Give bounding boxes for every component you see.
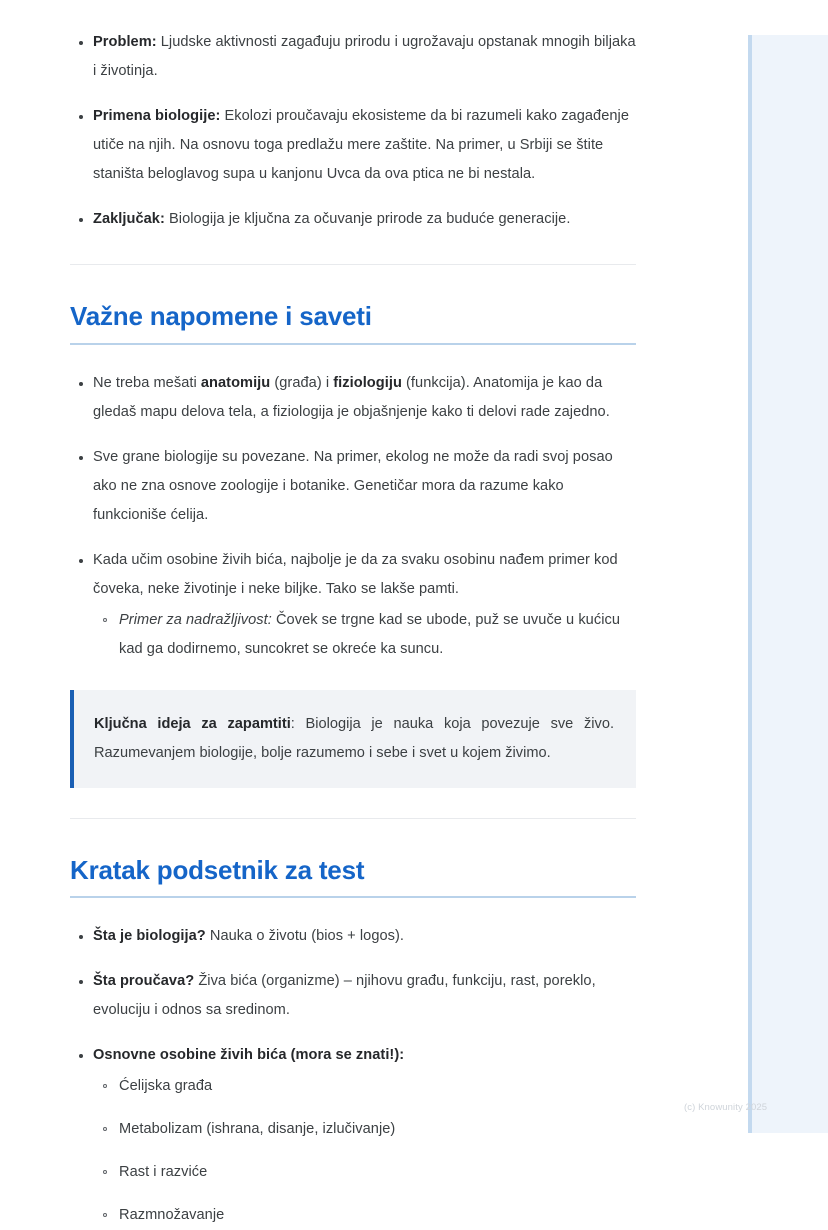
list-item-text: Nauka o životu (bios + logos). [205,928,405,945]
notes-sublist [93,606,636,664]
list-item-emphasis-anatomy: anatomiju [200,374,271,391]
list-item [93,1201,636,1230]
list-item [93,1158,636,1187]
notes-list [70,369,636,664]
intro-list [70,28,636,234]
list-item [93,1072,636,1101]
list-item [70,1041,636,1230]
list-item-text-post: (funkcija). Anatomija je kao da gledaš mapu delova tela, a fiziologija je objašnjenje kako ti delovi rade zajedno. [93,374,610,420]
callout-text: : Biologija je nauka koja povezuje sve živo. Razumevanjem biologije, bolje razumemo i sebe i svet u kojem živimo. [94,715,614,761]
list-item-label: Šta proučava? [93,973,195,990]
page-side-panel [748,35,828,1133]
sublist-item-text: Razmnožavanje [119,1207,225,1224]
recap-sublist [93,1072,636,1230]
list-item-label: Problem: [93,34,157,50]
list-item-text: Ekolozi proučavaju ekosisteme da bi razumeli kako zagađenje utiče na njih. Na osnovu toga predlažu mere zaštite. Na primer, u Srbiji se štite staništa beloglavog supa u kanjonu Uvca da ova ptica ne bi nestala. [93,108,630,182]
list-item-text: Kada učim osobine živih bića, najbolje je da za svaku osobinu nađem primer kod čoveka, neke životinje i neke biljke. Tako se lakše pamti. [93,551,618,597]
sublist-item-text: Čovek se trgne kad se ubode, puž se uvuče u kućicu kad ga dodirnemo, suncokret se okreće ka suncu. [119,611,620,657]
sublist-item-text: Metabolizam (ishrana, disanje, izlučivanje) [119,1121,396,1138]
sublist-item-text: Ćelijska građa [119,1078,213,1095]
list-item-emphasis-physiology: fiziologiju [333,374,402,391]
sublist-item-label: Primer za nadražljivost: [119,611,272,628]
list-item [70,369,636,427]
page-title-notes: Važne napomene i saveti [70,301,636,345]
key-idea-callout [70,690,636,788]
list-item-label: Zaključak: [93,211,165,227]
callout-label: Ključna ideja za zapamtiti [94,715,291,732]
list-item [70,205,636,234]
list-item-text: Ljudske aktivnosti zagađuju prirodu i ugrožavaju opstanak mnogih biljaka i životinja. [93,34,636,79]
copyright-watermark: (c) Knowunity 2025 [684,1102,768,1113]
list-item [70,546,636,664]
list-item [93,606,636,664]
recap-list [70,922,636,1230]
list-item-text-mid: (građa) i [270,374,334,391]
list-item-text: Živa bića (organizme) – njihovu građu, funkciju, rast, poreklo, evoluciju i odnos sa sredinom. [93,973,596,1019]
list-item-label: Primena biologije: [93,108,221,124]
list-item [93,1115,636,1144]
page-title-recap: Kratak podsetnik za test [70,855,636,899]
list-item-text: Sve grane biologije su povezane. Na primer, ekolog ne može da radi svoj posao ako ne zna osnove zoologije i botanike. Genetičar mora da razume kako funkcioniše ćelija. [93,448,613,523]
list-item-label: Šta je biologija? [93,928,206,945]
sublist-item-text: Rast i razviće [119,1164,208,1181]
list-item [70,102,636,189]
list-item [70,443,636,530]
list-item-text: Biologija je ključna za očuvanje prirode za buduće generacije. [164,211,571,227]
list-item [70,28,636,86]
document-content [70,28,636,1230]
list-item-label: Osnovne osobine živih bića (mora se znati!): [93,1047,405,1064]
list-item [70,922,636,951]
page-side-panel-edge [748,35,752,1133]
list-item-text-pre: Ne treba mešati [93,374,201,391]
list-item [70,967,636,1025]
